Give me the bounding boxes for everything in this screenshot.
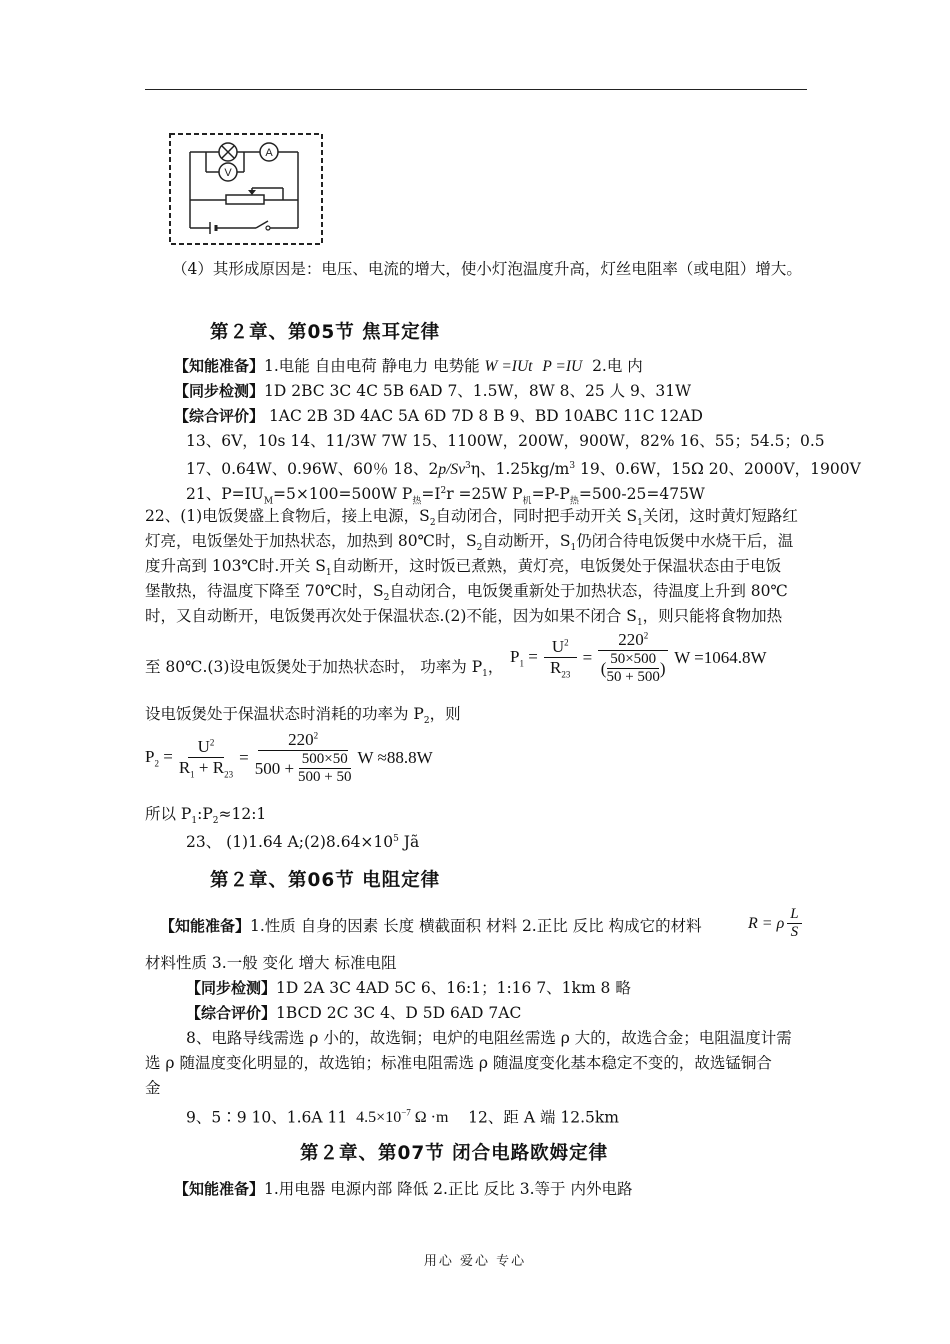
sec05-line17: 17、0.64W、0.96W、60％ 18、2p/Sv$^3$η、$1.25kg/m^3$ 19、0.6W，15Ω 20、2000V，1900V [186, 460, 861, 479]
sec05-tongbu: 【同步检测】1D 2BC 3C 4C 5B 6AD 7、1.5W，8W 8、25 人 9、31W [174, 382, 692, 400]
voltmeter-icon [219, 163, 237, 181]
section-05-title: 第２章、第05节 焦耳定律 [210, 322, 441, 343]
sec07-zhineng: 【知能准备】1.用电器 电源内部 降低 2.正比 反比 3.等于 内外电路 [174, 1180, 633, 1198]
sec05-line13: 13、6V，10s 14、11/3W 7W 15、1100W，200W，900W，82% 16、55；54.5；0.5 [186, 432, 825, 450]
sec06-zhineng: 【知能准备】1.性质 自身的因素 长度 横截面积 材料 2.正比 反比 构成它的材料 [160, 917, 702, 935]
sec05-q22-line1: 22、(1)电饭煲盛上食物后，接上电源，$S_2$自动闭合，同时把手动开关 $S_1$关闭，这时黄灯短路红 [145, 507, 798, 529]
formula-resistance: R = ρ $\frac{L}{S}$ [748, 906, 802, 941]
sec05-q22-line6: 至 80℃.(3)设电饭煲处于加热状态时， 功率为 $P_1$， [145, 658, 504, 680]
sec06-zhineng-2: 材料性质 3.一般 变化 增大 标准电阻 [145, 954, 397, 972]
sec06-line8b: 选 ρ 随温度变化明显的，故选铂；标准电阻需选 ρ 随温度变化基本稳定不变的，故选锰铜合 [145, 1054, 772, 1072]
circuit-diagram [168, 132, 324, 246]
sec05-q22-line5: 时，又自动断开，电饭煲再次处于保温状态.(2)不能，因为如果不闭合 $S_1$，则只能将食物加热 [145, 607, 783, 629]
header-rule [145, 89, 807, 90]
sec06-line8c: 金 [145, 1079, 161, 1097]
svg-text:V: V [224, 167, 232, 179]
lamp-icon [219, 143, 237, 161]
sec05-line21: 21、$P=IU_M=5\times 100=500W$ $P_热=I^2r =25W$ $P_机=P-P_热=500-25=475W$ [186, 485, 705, 507]
sec05-zonghe: 【综合评价】 1AC 2B 3D 4AC 5A 6D 7D 8 B 9、BD 10ABC 11C 12AD [174, 407, 703, 425]
svg-text:A: A [265, 147, 273, 159]
sec05-ratio: 所以 $P_1:P_2\approx 12:1$ [145, 805, 267, 827]
section-06-title: 第２章、第06节 电阻定律 [210, 870, 441, 891]
sec05-q22-line7: 设电饭煲处于保温状态时消耗的功率为 $P_2$，则 [145, 705, 461, 727]
part4-answer: （4）其形成原因是：电压、电流的增大，使小灯泡温度升高，灯丝电阻率（或电阻）增大。 [172, 260, 802, 278]
section-07-title: 第２章、第07节 闭合电路欧姆定律 [300, 1143, 609, 1164]
formula-heating-power: $P_1$ = $\frac{U^2}{R_{23}}$ = $220^2$ ( $\frac{50\times 500}{50 + 500}$ ) W =1064.8W [510, 630, 767, 685]
sec05-zhineng: 【知能准备】1.电能 自由电荷 静电力 电势能 W =IUt P =IU 2.电 内 [174, 357, 643, 375]
sec06-tongbu: 【同步检测】1D 2A 3C 4AD 5C 6、16:1；1:16 7、1km 8 略 [186, 979, 631, 997]
sec05-line23: 23、 (1)1.64 $A;(2)8.64\times 10^5$ Jã [186, 833, 420, 852]
sec06-line9: 9、5∶9 10、1.6A 11 $4.5\times 10^{-7}$ Ω ·m 12、距 A 端 12.5km [186, 1108, 619, 1127]
sec06-zonghe: 【综合评价】1BCD 2C 3C 4、D 5D 6AD 7AC [186, 1004, 522, 1022]
sec05-q22-line4: 堡散热，待温度下降至 70℃时，$S_2$自动闭合，电饭煲重新处于加热状态，待温度上升到 80℃ [145, 582, 788, 604]
ammeter-icon [260, 143, 278, 161]
formula-warm-power: $P_2$ = $\frac{U^2}{R_1 + R_{23}}$ = $220^2$ 500 + $\frac{500\times 50}{500 + 50}$ W ≈88.8W [145, 730, 433, 785]
page-footer: 用心 爱心 专心 [423, 1254, 527, 1269]
sec05-q22-line2: 灯亮，电饭堡处于加热状态，加热到 80℃时，$S_2$自动断开，$S_1$仍闭合待电饭煲中水烧干后，温 [145, 532, 794, 554]
sec05-q22-line3: 度升高到 103℃时.开关 $S_1$自动断开，这时饭已煮熟，黄灯亮，电饭煲处于保温状态由于电饭 [145, 557, 782, 579]
sec06-line8a: 8、电路导线需选 ρ 小的，故选铜；电炉的电阻丝需选 ρ 大的，故选合金；电阻温度计需 [186, 1029, 792, 1047]
